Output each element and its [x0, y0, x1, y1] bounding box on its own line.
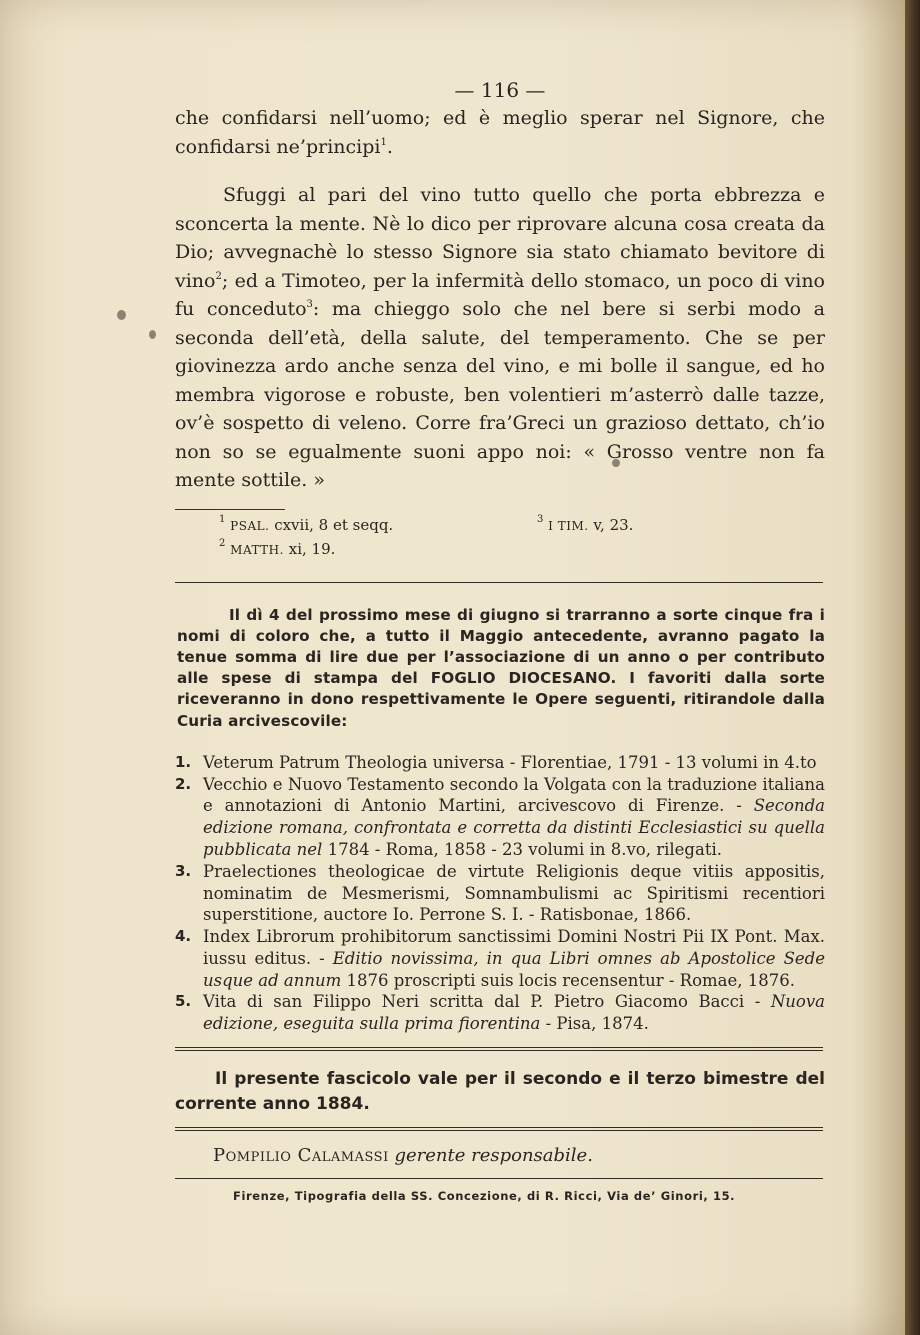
fascicolo-note	[175, 1067, 825, 1117]
prize-item-2	[175, 774, 825, 861]
section-rule	[175, 582, 823, 583]
printer-imprint: Firenze, Tipografia della SS. Concezione, di R. Ricci, Via de’ Ginori, 15.	[233, 1189, 736, 1204]
item-tail: 1784 - Roma, 1858 - 23 volumi in 8.vo, rilegati.	[322, 839, 722, 859]
item-italic: Nuova edizione, eseguita sulla prima fiorentina	[203, 992, 825, 1034]
paragraph-2-part-3: : ma chieggo solo che nel bere si serbi modo a seconda dell’età, della salute, del temperamento. Che se per giovinezza ardo anche senza del vino, e mi bolle il sangue, ed ho membra vigorose e robuste, ben volentieri m’asterrò dalle tazze, ov’è sospetto di veleno. Corre fra’Greci un grazioso dettato, ch’io non so se egualmente suoni appo noi: « Grosso ventre non fa mente sottile. »	[175, 298, 825, 491]
footnote-abbr: PSAL.	[230, 518, 270, 533]
note-ref-2: 2	[215, 270, 222, 282]
item-text: Praelectiones theologicae de virtute Religionis deque vitiis appositis, nominatim de Mesmerismi, Somnambulismi ac Spiritismi recentiori superstitione, auctore Io. Perrone S. I. - Ratisbonae, 1866.	[203, 861, 825, 925]
notice-text: Il dì 4 del prossimo mese di giugno si trarranno a sorte cinque fra i nomi di coloro che, a tutto il Maggio antecedente, avranno pagato la tenue somma di lire due per l’associazione di un anno o per contributo alle spese di stampa del FOGLIO DIOCESANO. I favoriti dalla sorte riceveranno in dono respettivamente le Opere seguenti, ritirandole dalla Curia arcivescovile:	[177, 605, 825, 730]
prize-item-3	[175, 861, 825, 926]
prize-item-5	[175, 991, 825, 1035]
footer-rule	[175, 1178, 823, 1179]
footnote-ref: cxvii, 8 et seqq.	[274, 515, 394, 534]
item-number: 2.	[175, 774, 192, 793]
item-text: Vita di san Filippo Neri scritta dal P. Pietro Giacomo Bacci -	[203, 992, 771, 1012]
lottery-notice	[177, 605, 825, 732]
ink-spot	[117, 310, 126, 320]
item-number: 4.	[175, 927, 192, 946]
paragraph-2-part-2: ; ed a Timoteo, per la infermità dello stomaco, un poco di vino fu conceduto	[175, 269, 825, 320]
footnote-rule	[175, 509, 285, 510]
book-gutter	[905, 0, 920, 1335]
page-number: — 116 —	[454, 78, 546, 102]
item-number: 5.	[175, 992, 192, 1011]
footnote-mark: 1	[219, 513, 226, 525]
footnote-2	[219, 537, 336, 558]
fascicolo-text: Il presente fascicolo vale per il secondo e il terzo bimestre del corrente anno 1884.	[175, 1069, 825, 1115]
prize-item-1	[175, 752, 825, 774]
item-text: Vecchio e Nuovo Testamento secondo la Volgata con la traduzione italiana e annotazioni di Antonio Martini, arcivescovo di Firenze. -	[203, 774, 825, 816]
paragraph-2-part-1: Sfuggi al pari del vino tutto quello che porta ebbrezza e sconcerta la mente. Nè lo dico per riprovare alcuna cosa creata da Dio; avvegnachè lo stesso Signore sia stato chiamato bevitore di vino	[175, 184, 825, 292]
item-tail: - Pisa, 1874.	[540, 1014, 649, 1034]
prize-item-4	[175, 926, 825, 991]
ink-spot	[149, 330, 156, 339]
item-tail: 1876 proscripti suis locis recensentur - Romae, 1876.	[341, 970, 795, 990]
footnote-mark: 2	[219, 537, 226, 549]
footnotes	[175, 513, 825, 564]
footnote-abbr: MATTH.	[230, 542, 284, 557]
double-rule	[175, 1047, 823, 1051]
prize-list	[175, 752, 825, 1035]
note-ref-1: 1	[380, 136, 387, 148]
item-italic: Seconda edizione romana, confrontata e corretta da distinti Ecclesiastici su quella pubblicata nel	[203, 796, 825, 859]
footnote-3	[537, 513, 634, 534]
paragraph-2	[175, 181, 825, 495]
note-ref-3: 3	[306, 299, 313, 310]
item-italic: Editio novissima, in qua Libri omnes ab Apostolice Sede usque ad annum	[203, 948, 825, 990]
footnote-ref: v, 23.	[593, 515, 634, 534]
paragraph-1-end: .	[386, 135, 393, 158]
double-rule	[175, 1127, 823, 1131]
item-number: 3.	[175, 861, 192, 880]
page-content	[175, 78, 825, 1203]
gerente-role: gerente responsabile.	[394, 1145, 593, 1167]
paragraph-1-text: che confidarsi nell’uomo; ed è meglio sperar nel Signore, che confidarsi ne’principi	[175, 107, 825, 158]
footnote-ref: xi, 19.	[288, 539, 336, 558]
gerente-line	[213, 1145, 825, 1166]
gerente-name: Pompilio Calamassi	[213, 1145, 389, 1167]
item-number: 1.	[175, 752, 192, 771]
footnote-mark: 3	[537, 513, 544, 525]
item-text: Index Librorum prohibitorum sanctissimi Domini Nostri Pii IX Pont. Max. iussu editus. -	[203, 927, 825, 968]
item-text: Veterum Patrum Theologia universa - Florentiae, 1791 - 13 volumi in 4.to	[203, 752, 817, 772]
footnote-abbr: I TIM.	[548, 518, 589, 533]
footnote-1	[219, 513, 394, 534]
paragraph-1	[175, 104, 825, 161]
